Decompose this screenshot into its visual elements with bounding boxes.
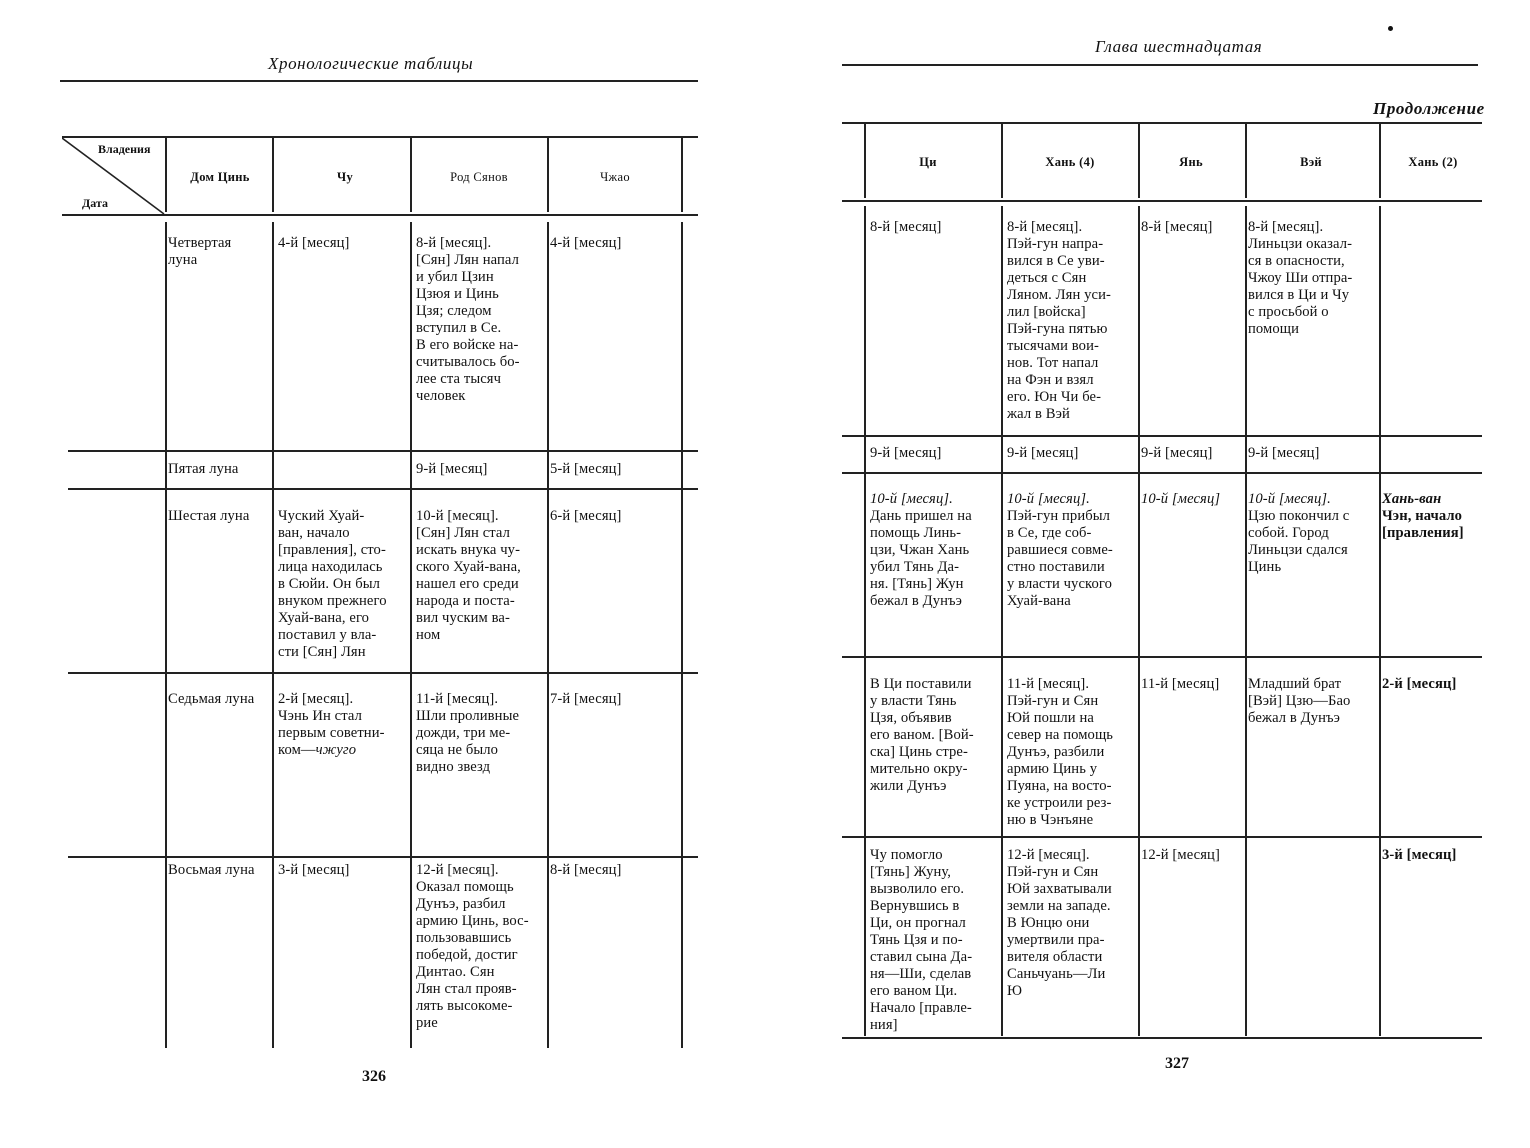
column-header: Янь (1179, 155, 1203, 169)
right-header-bottom-rule (842, 200, 1482, 202)
table-cell: Цзю покончил с собой. Город Линьцзи сдался Цинь (1248, 508, 1350, 575)
table-cell: Чуский Хуай- ван, начало [правления], сто- лица находилась в Сюйи. Он был внуком прежнего Хуай-вана, его поставил у вла- сти [Сян] Лян (278, 508, 387, 660)
left-row-rule (68, 450, 698, 452)
table-cell: 9-й [месяц] (1248, 445, 1320, 461)
table-cell: 12-й [месяц]. Оказал помощь Дунъэ, разбил армию Цинь, вос- пользовавшись победой, достиг Динтао. Сян Лян стал прояв- лять высокоме- рие (416, 862, 529, 1031)
left-col-line (410, 222, 412, 1048)
left-col-line (547, 138, 549, 212)
table-cell: 4-й [месяц] (278, 235, 350, 251)
table-cell: 11-й [месяц] (1141, 676, 1220, 692)
right-row-rule (842, 836, 1482, 838)
table-cell-tail (278, 742, 356, 759)
table-cell: 3-й [месяц] (1382, 847, 1457, 863)
right-col-line (1245, 206, 1247, 1036)
table-cell: 9-й [месяц] (870, 445, 942, 461)
table-cell: 8-й [месяц]. [Сян] Лян напал и убил Цзин Цзюя и Цинь Цзя; следом вступил в Се. В его войске на- считывалось бо- лее ста тысяч человек (416, 235, 520, 404)
table-cell: Дань пришел на помощь Линь- цзи, Чжан Хань убил Тянь Да- ня. [Тянь] Жун бежал в Дунъэ (870, 508, 972, 609)
right-row-rule (842, 472, 1482, 474)
left-page-number: 326 (362, 1068, 386, 1085)
right-table-bottom-rule (842, 1037, 1482, 1039)
table-cell: В Ци поставили у власти Тянь Цзя, объявив его ваном. [Вой- ска] Цинь стре- мительно окру- жили Дунъэ (870, 676, 974, 794)
left-row-rule (68, 488, 698, 490)
table-cell: 12-й [месяц] (1141, 847, 1220, 863)
table-cell: 11-й [месяц]. Пэй-гун и Сян Юй пошли на север на помощь Дунъэ, разбили армию Цинь у Пуяна, на восто- ке устроили рез- ню в Чэнъяне (1007, 676, 1114, 828)
left-head-rule (60, 80, 698, 82)
table-cell: Чу помогло [Тянь] Жуну, вызволило его. Вернувшись в Ци, он прогнал Тянь Цзя и по- ставил сына Да- ня—Ши, сделав его ваном Ци. Начало [правле- ния] (870, 847, 973, 1033)
right-col-line (1138, 124, 1140, 198)
tail-italic-term: чжуго (315, 742, 357, 758)
cell-lead: Хань-ван (1382, 491, 1442, 507)
table-cell: Чэн, начало [правления] (1382, 508, 1464, 541)
print-speck (1388, 26, 1393, 31)
row-date: Седьмая луна (168, 691, 255, 707)
table-cell: 9-й [месяц] (1007, 445, 1079, 461)
left-row-rule (68, 856, 698, 858)
column-header: Дом Цинь (190, 170, 250, 184)
corner-label-date: Дата (82, 196, 108, 210)
column-header: Род Сянов (450, 170, 508, 184)
column-header: Вэй (1300, 155, 1322, 169)
left-col-line (681, 138, 683, 212)
table-cell: Младший брат [Вэй] Цзю—Бао бежал в Дунъэ (1248, 676, 1351, 726)
row-date: Пятая луна (168, 461, 239, 477)
column-header: Чжао (600, 170, 630, 184)
column-header: Хань (4) (1045, 155, 1095, 169)
column-header: Чу (336, 170, 354, 184)
right-row-rule (842, 656, 1482, 658)
right-table-top-rule (842, 122, 1482, 124)
right-col-line (1138, 206, 1140, 1036)
tail-text: ком— (278, 742, 316, 758)
left-col-line (272, 138, 274, 212)
table-cell: 12-й [месяц]. Пэй-гун и Сян Юй захватывали земли на западе. В Юнцю они умертвили пра- вителя области Саньчуань—Ли Ю (1007, 847, 1112, 999)
table-cell: 7-й [месяц] (550, 691, 622, 707)
right-row-rule (842, 435, 1482, 437)
right-col-line (1245, 124, 1247, 198)
column-header: Хань (2) (1408, 155, 1458, 169)
right-col-line (1001, 206, 1003, 1036)
table-cell: 8-й [месяц] (1141, 219, 1213, 235)
table-cell: 11-й [месяц]. Шли проливные дожди, три ме- сяца не было видно звезд (416, 691, 520, 775)
right-col-line (1001, 124, 1003, 198)
right-col-line (864, 124, 866, 198)
row-date: Шестая луна (168, 508, 250, 524)
table-cell: 6-й [месяц] (550, 508, 622, 524)
right-page-number: 327 (1165, 1055, 1189, 1072)
right-running-head: Глава шестнадцатая (1095, 37, 1263, 56)
cell-lead: 10-й [месяц]. (1007, 491, 1090, 507)
table-cell: 3-й [месяц] (278, 862, 350, 878)
table-cell: 8-й [месяц]. Линьцзи оказал- ся в опасности, Чжоу Ши отпра- вился в Ци и Чу с просьбой о помощи (1248, 219, 1353, 337)
table-cell: 8-й [месяц] (870, 219, 942, 235)
table-cell: 8-й [месяц]. Пэй-гун напра- вился в Се уви- деться с Сян Ляном. Лян уси- лил [войска] Пэй-гуна пятью тысячами вои- нов. Тот напал на Фэн и взял его. Юн Чи бе- жал в Вэй (1007, 219, 1111, 422)
row-date: Восьмая луна (168, 862, 255, 878)
cell-lead: 10-й [месяц]. (870, 491, 953, 507)
table-cell: 9-й [месяц] (1141, 445, 1213, 461)
corner-label-domains: Владения (98, 142, 151, 156)
cell-lead: 10-й [месяц]. (1248, 491, 1331, 507)
right-head-rule (842, 64, 1478, 66)
right-col-line (1379, 124, 1381, 198)
table-cell: 4-й [месяц] (550, 235, 622, 251)
table-cell: 2-й [месяц]. Чэнь Ин стал первым советни- (278, 691, 385, 741)
left-col-line (547, 222, 549, 1048)
left-col-line (165, 222, 167, 1048)
table-cell: 9-й [месяц] (416, 461, 488, 477)
left-row-rule (68, 672, 698, 674)
table-cell: 10-й [месяц]. [Сян] Лян стал искать внука чу- ского Хуай-вана, нашел его среди народа и поста- вил чуским ва- ном (416, 508, 521, 643)
continuation-label: Продолжение (1373, 99, 1485, 118)
table-cell: 5-й [месяц] (550, 461, 622, 477)
left-running-head: Хронологические таблицы (268, 54, 474, 73)
right-col-line (864, 206, 866, 1036)
table-cell: Пэй-гун прибыл в Се, где соб- равшиеся совме- стно поставили у власти чуского Хуай-вана (1007, 508, 1113, 609)
table-cell: 8-й [месяц] (550, 862, 622, 878)
column-header: Ци (919, 155, 937, 169)
table-cell: 2-й [месяц] (1382, 676, 1457, 692)
left-col-line (272, 222, 274, 1048)
left-col-line (681, 222, 683, 1048)
row-date: Четвертая луна (168, 235, 232, 268)
left-col-line (165, 138, 167, 212)
cell-lead: 10-й [месяц] (1141, 491, 1221, 507)
right-col-line (1379, 206, 1381, 1036)
left-col-line (410, 138, 412, 212)
